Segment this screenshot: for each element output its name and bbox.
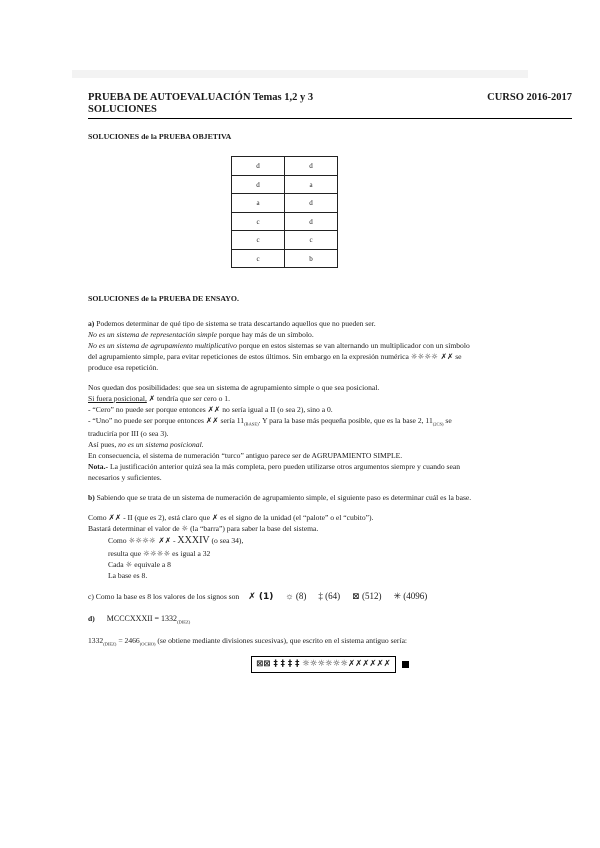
- para-a-line5: produce esa repetición.: [88, 362, 159, 372]
- end-square-icon: [402, 661, 409, 668]
- sun-symbol: ☼: [181, 523, 189, 533]
- double-cross-symbol: ✗✗: [108, 512, 122, 522]
- table-cell: c: [232, 231, 285, 250]
- double-cross-symbol: ✗✗: [207, 404, 221, 414]
- para-a-line2: No es un sistema de representación simple porque hay más de un símbolo.: [88, 329, 314, 339]
- document-header: [88, 92, 572, 116]
- para-a-possibilities: Nos quedan dos posibilidades: que sea un sistema de agrupamiento simple o que sea posicional.: [88, 382, 380, 392]
- para-a-consequence: En consecuencia, el sistema de numeración “turco” antiguo parece ser de AGRUPAMIENTO SIMPLE.: [88, 450, 403, 460]
- para-a-line1: a) Podemos determinar de qué tipo de sistema se trata descartando aquellos que no pueden ser.: [88, 318, 376, 328]
- section-d: [88, 613, 572, 672]
- table-cell: d: [232, 175, 285, 194]
- para-b-line1: b) Sabiendo que se trata de un sistema de numeración de agrupamiento simple, el siguiente paso es determinar cuál es la base.: [88, 492, 472, 502]
- table-cell: d: [285, 212, 338, 231]
- table-cell: d: [285, 157, 338, 176]
- para-a-line-tres: traduciría por III (o sea 3).: [88, 428, 169, 438]
- essay-heading: SOLUCIONES de la PRUEBA DE ENSAYO.: [88, 294, 239, 304]
- value-unit: ✗ (1): [248, 592, 274, 603]
- document-page: [88, 92, 572, 673]
- table-row: [232, 231, 338, 250]
- double-cross-symbol: ✗✗: [205, 415, 219, 425]
- table-row: [232, 212, 338, 231]
- table-cell: c: [232, 249, 285, 268]
- para-a-uno: - “Uno” no puede ser porque entonces ✗✗ sería $11_{(BASE)}$. Y para la base más pequeña posible, que es la base 2, $11_{(2CS)}$ se: [88, 415, 452, 427]
- document-title: PRUEBA DE AUTOEVALUACIÓN Temas 1,2 y 3: [88, 92, 314, 103]
- header-rule: [88, 118, 572, 119]
- table-row: [232, 194, 338, 213]
- objective-heading: SOLUCIONES de la PRUEBA OBJETIVA: [88, 132, 232, 142]
- table-cell: b: [285, 249, 338, 268]
- ancient-numeral-symbols: ☼☼☼☼ ✗✗: [128, 535, 172, 545]
- course-label: CURSO 2016-2017: [487, 92, 572, 103]
- para-a-cero: - “Cero” no puede ser porque entonces ✗✗ no sería igual a II (o sea 2), sino a 0.: [88, 404, 333, 414]
- cross-symbol: ✗: [148, 393, 156, 403]
- table-cell: a: [285, 175, 338, 194]
- value-4096: ✳ (4096): [393, 591, 428, 602]
- result-box-wrap: [88, 656, 572, 672]
- document-subtitle: SOLUCIONES: [88, 104, 157, 116]
- para-b-cada: Cada ☼ equivale a 8: [108, 560, 171, 570]
- para-a-conclusion: Así pues, no es un sistema posicional.: [88, 439, 204, 449]
- section-c: c) Como la base es 8 los valores de los signos son ✗ (1) ☼ (8) ‡ (64) ⊠ (512) ✳ (4096): [88, 590, 572, 604]
- value-512: ⊠ (512): [352, 591, 382, 602]
- para-a-note-end: necesarios y suficientes.: [88, 472, 162, 482]
- para-d-line1: d) MCCCXXXII = $1332_{(DIEZ)}$: [88, 614, 191, 625]
- table-row: [232, 175, 338, 194]
- para-a-line4: del agrupamiento simple, para evitar repeticiones de estos últimos. Sin embargo en la expresión numérica ☼☼☼☼ ✗✗ se: [88, 351, 462, 361]
- para-a-positional: Si fuera posicional, ✗ tendría que ser cero o 1.: [88, 393, 230, 403]
- para-a-note: Nota.- La justificación anterior quizá sea la más completa, pero pueden utilizarse otros argumentos siempre y cuando sean: [88, 461, 461, 471]
- para-b-bastara: Bastará determinar el valor de ☼ (la “barra”) para saber la base del sistema.: [88, 523, 319, 533]
- cross-symbol: ✗: [211, 512, 219, 522]
- section-b: [88, 492, 572, 582]
- sun-symbol: ☼: [125, 560, 133, 570]
- top-toolbar-strip: [72, 70, 528, 78]
- para-b-base: La base es 8.: [108, 571, 148, 581]
- table-cell: c: [232, 212, 285, 231]
- section-a: [88, 318, 572, 483]
- objective-answer-table: [231, 156, 338, 268]
- para-b-como: Como ✗✗ - II (que es 2), está claro que ✗ es el signo de la unidad (el “palote” o el “cubito”).: [88, 512, 374, 522]
- table-cell: d: [232, 157, 285, 176]
- value-sixtyfour: ‡ (64): [318, 591, 341, 602]
- para-a-line3: No es un sistema de agrupamiento multiplicativo porque en estos sistemas se van alternando un multiplicador con un símbolo: [88, 340, 470, 350]
- ancient-numeral-symbols: ☼☼☼☼ ✗✗: [410, 351, 454, 361]
- table-cell: a: [232, 194, 285, 213]
- table-cell: d: [285, 194, 338, 213]
- table-row: [232, 249, 338, 268]
- para-b-como2: Como ☼☼☼☼ ✗✗ - XXXIV (o sea 34),: [108, 534, 244, 546]
- value-eight: ☼ (8): [285, 591, 307, 602]
- ancient-numeral-result: ⊠⊠ ‡ ‡ ‡ ‡ ☼☼☼☼☼☼✗✗✗✗✗✗: [251, 656, 396, 672]
- header-left: [88, 92, 313, 116]
- para-b-resulta: resulta que ☼☼☼☼ es igual a 32: [108, 549, 211, 559]
- para-d-line2: $1332_{(DIEZ)} = 2466_{(OCHO)}$ (se obtiene mediante divisiones sucesivas), que escrito en el sistema antiguo sería:: [88, 636, 408, 647]
- sun-symbols: ☼☼☼☼: [143, 549, 171, 559]
- table-row: [232, 157, 338, 176]
- table-cell: c: [285, 231, 338, 250]
